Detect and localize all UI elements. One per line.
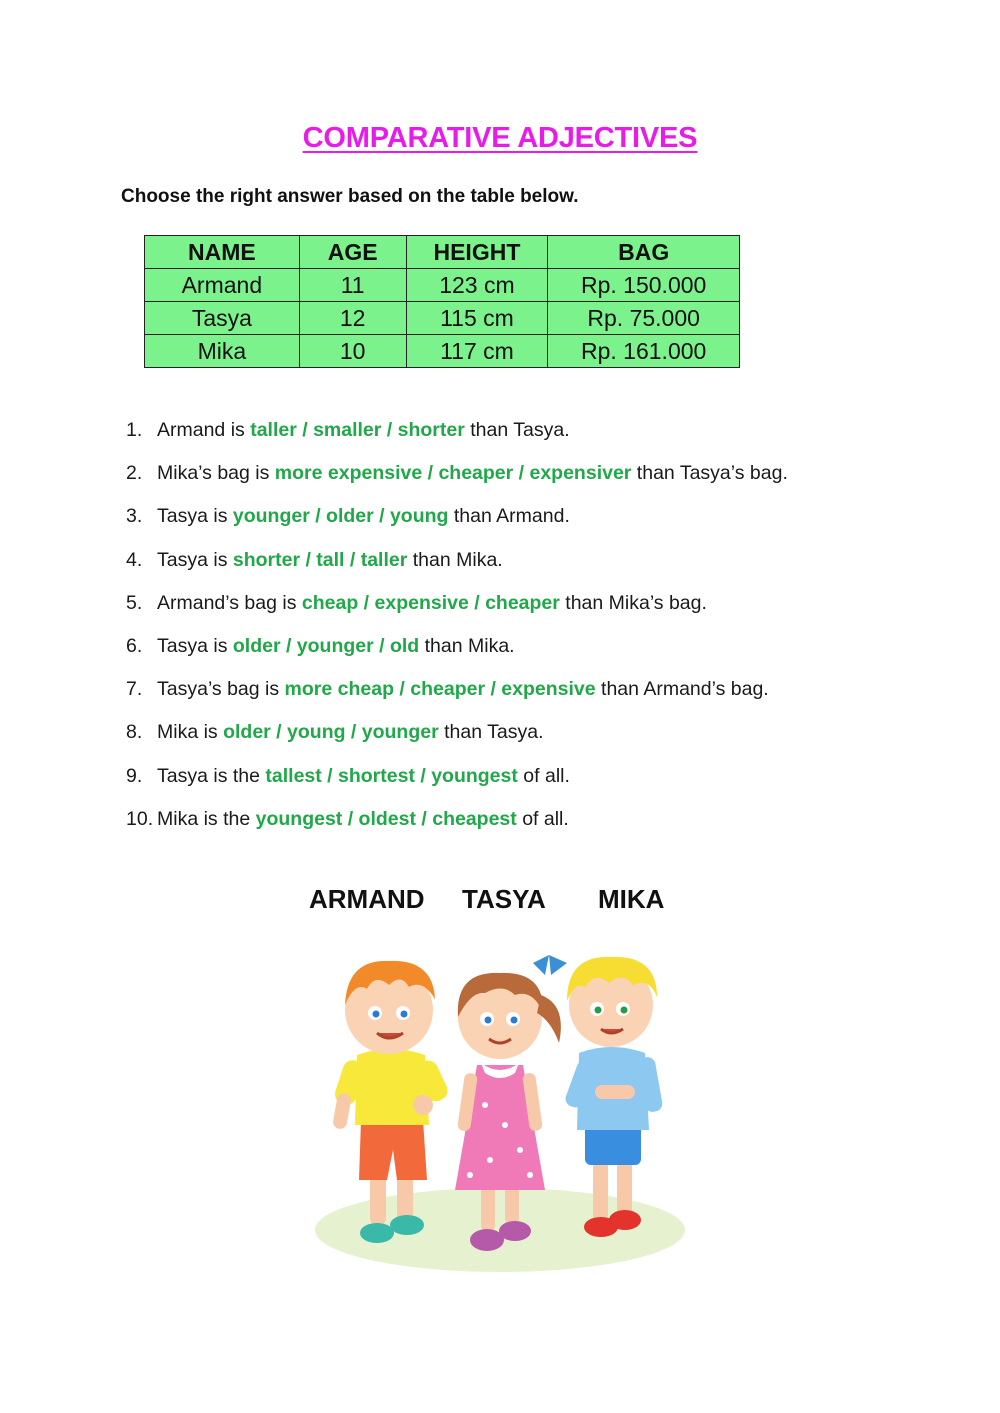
answer-options[interactable]: tallest / shortest / youngest bbox=[265, 764, 518, 787]
label-mika: MIKA bbox=[598, 884, 665, 914]
cell-height: 115 cm bbox=[406, 302, 548, 335]
table-row bbox=[145, 269, 740, 302]
answer-options[interactable]: older / younger / old bbox=[232, 634, 420, 657]
question-number: 2. bbox=[126, 462, 143, 485]
table-row bbox=[145, 302, 740, 335]
question-suffix: than Tasya. bbox=[464, 419, 570, 441]
answer-options[interactable]: shorter / tall / taller bbox=[232, 548, 408, 571]
table-header-row bbox=[145, 236, 740, 269]
header-name: NAME bbox=[145, 236, 300, 269]
question-suffix: of all. bbox=[516, 807, 569, 830]
question-prefix: Tasya is the bbox=[157, 764, 266, 787]
cell-bag: Rp. 150.000 bbox=[548, 269, 740, 302]
question-number: 3. bbox=[126, 505, 143, 528]
question-text bbox=[157, 716, 544, 748]
question-text bbox=[157, 544, 503, 576]
cell-bag: Rp. 75.000 bbox=[548, 302, 740, 335]
question-prefix: Mika’s bag is bbox=[157, 462, 275, 485]
answer-options[interactable]: taller / smaller / shorter bbox=[250, 419, 465, 441]
header-age: AGE bbox=[299, 236, 406, 269]
answer-options[interactable]: more cheap / cheaper / expensive bbox=[284, 678, 596, 701]
question-prefix: Tasya is bbox=[157, 505, 233, 528]
label-tasya: TASYA bbox=[462, 884, 546, 914]
question-text bbox=[157, 587, 707, 619]
question-prefix: Armand is bbox=[157, 419, 251, 441]
question-suffix: than Mika. bbox=[419, 634, 515, 657]
header-height: HEIGHT bbox=[406, 236, 548, 269]
question-text bbox=[157, 803, 569, 835]
question-text bbox=[157, 414, 570, 446]
question-number: 9. bbox=[126, 764, 143, 787]
cell-age: 10 bbox=[299, 335, 406, 368]
answer-options[interactable]: youngest / oldest / cheapest bbox=[255, 807, 517, 830]
table-row bbox=[145, 335, 740, 368]
cell-age: 12 bbox=[299, 302, 406, 335]
cell-bag: Rp. 161.000 bbox=[548, 335, 740, 368]
question-text bbox=[157, 673, 769, 705]
cell-name: Mika bbox=[145, 335, 300, 368]
answer-options[interactable]: more expensive / cheaper / expensiver bbox=[274, 462, 632, 485]
question-suffix: than Tasya’s bag. bbox=[631, 462, 788, 485]
question-prefix: Tasya is bbox=[157, 634, 233, 657]
header-bag: BAG bbox=[548, 236, 740, 269]
question-text bbox=[157, 630, 515, 662]
question-number: 1. bbox=[126, 419, 143, 441]
question-suffix: than Armand’s bag. bbox=[595, 678, 769, 701]
cell-height: 123 cm bbox=[406, 269, 548, 302]
cell-age: 11 bbox=[299, 269, 406, 302]
question-number: 4. bbox=[126, 548, 143, 571]
answer-options[interactable]: younger / older / young bbox=[232, 505, 449, 528]
cell-name: Tasya bbox=[145, 302, 300, 335]
question-text bbox=[157, 457, 788, 489]
question-text bbox=[157, 760, 570, 792]
question-prefix: Mika is the bbox=[157, 807, 256, 830]
question-prefix: Armand’s bag is bbox=[157, 591, 302, 614]
cell-name: Armand bbox=[145, 269, 300, 302]
question-prefix: Mika is bbox=[157, 721, 224, 744]
question-suffix: than Mika’s bag. bbox=[559, 591, 707, 614]
question-number: 5. bbox=[126, 591, 143, 614]
question-prefix: Tasya’s bag is bbox=[157, 678, 285, 701]
question-suffix: than Tasya. bbox=[438, 721, 544, 744]
question-number: 7. bbox=[126, 678, 143, 701]
question-suffix: than Mika. bbox=[407, 548, 503, 571]
data-table bbox=[144, 235, 740, 368]
question-suffix: of all. bbox=[517, 764, 570, 787]
question-number: 10. bbox=[126, 807, 154, 830]
answer-options[interactable]: older / young / younger bbox=[223, 721, 439, 744]
instruction-text: Choose the right answer based on the table below. bbox=[121, 186, 579, 207]
label-armand: ARMAND bbox=[309, 884, 425, 914]
answer-options[interactable]: cheap / expensive / cheaper bbox=[301, 591, 560, 614]
page-title: COMPARATIVE ADJECTIVES bbox=[302, 122, 698, 154]
question-number: 8. bbox=[126, 721, 143, 744]
question-suffix: than Armand. bbox=[448, 505, 570, 528]
cell-height: 117 cm bbox=[406, 335, 548, 368]
question-text bbox=[157, 500, 570, 532]
question-number: 6. bbox=[126, 634, 143, 657]
kids-illustration bbox=[305, 935, 695, 1275]
question-prefix: Tasya is bbox=[157, 548, 233, 571]
